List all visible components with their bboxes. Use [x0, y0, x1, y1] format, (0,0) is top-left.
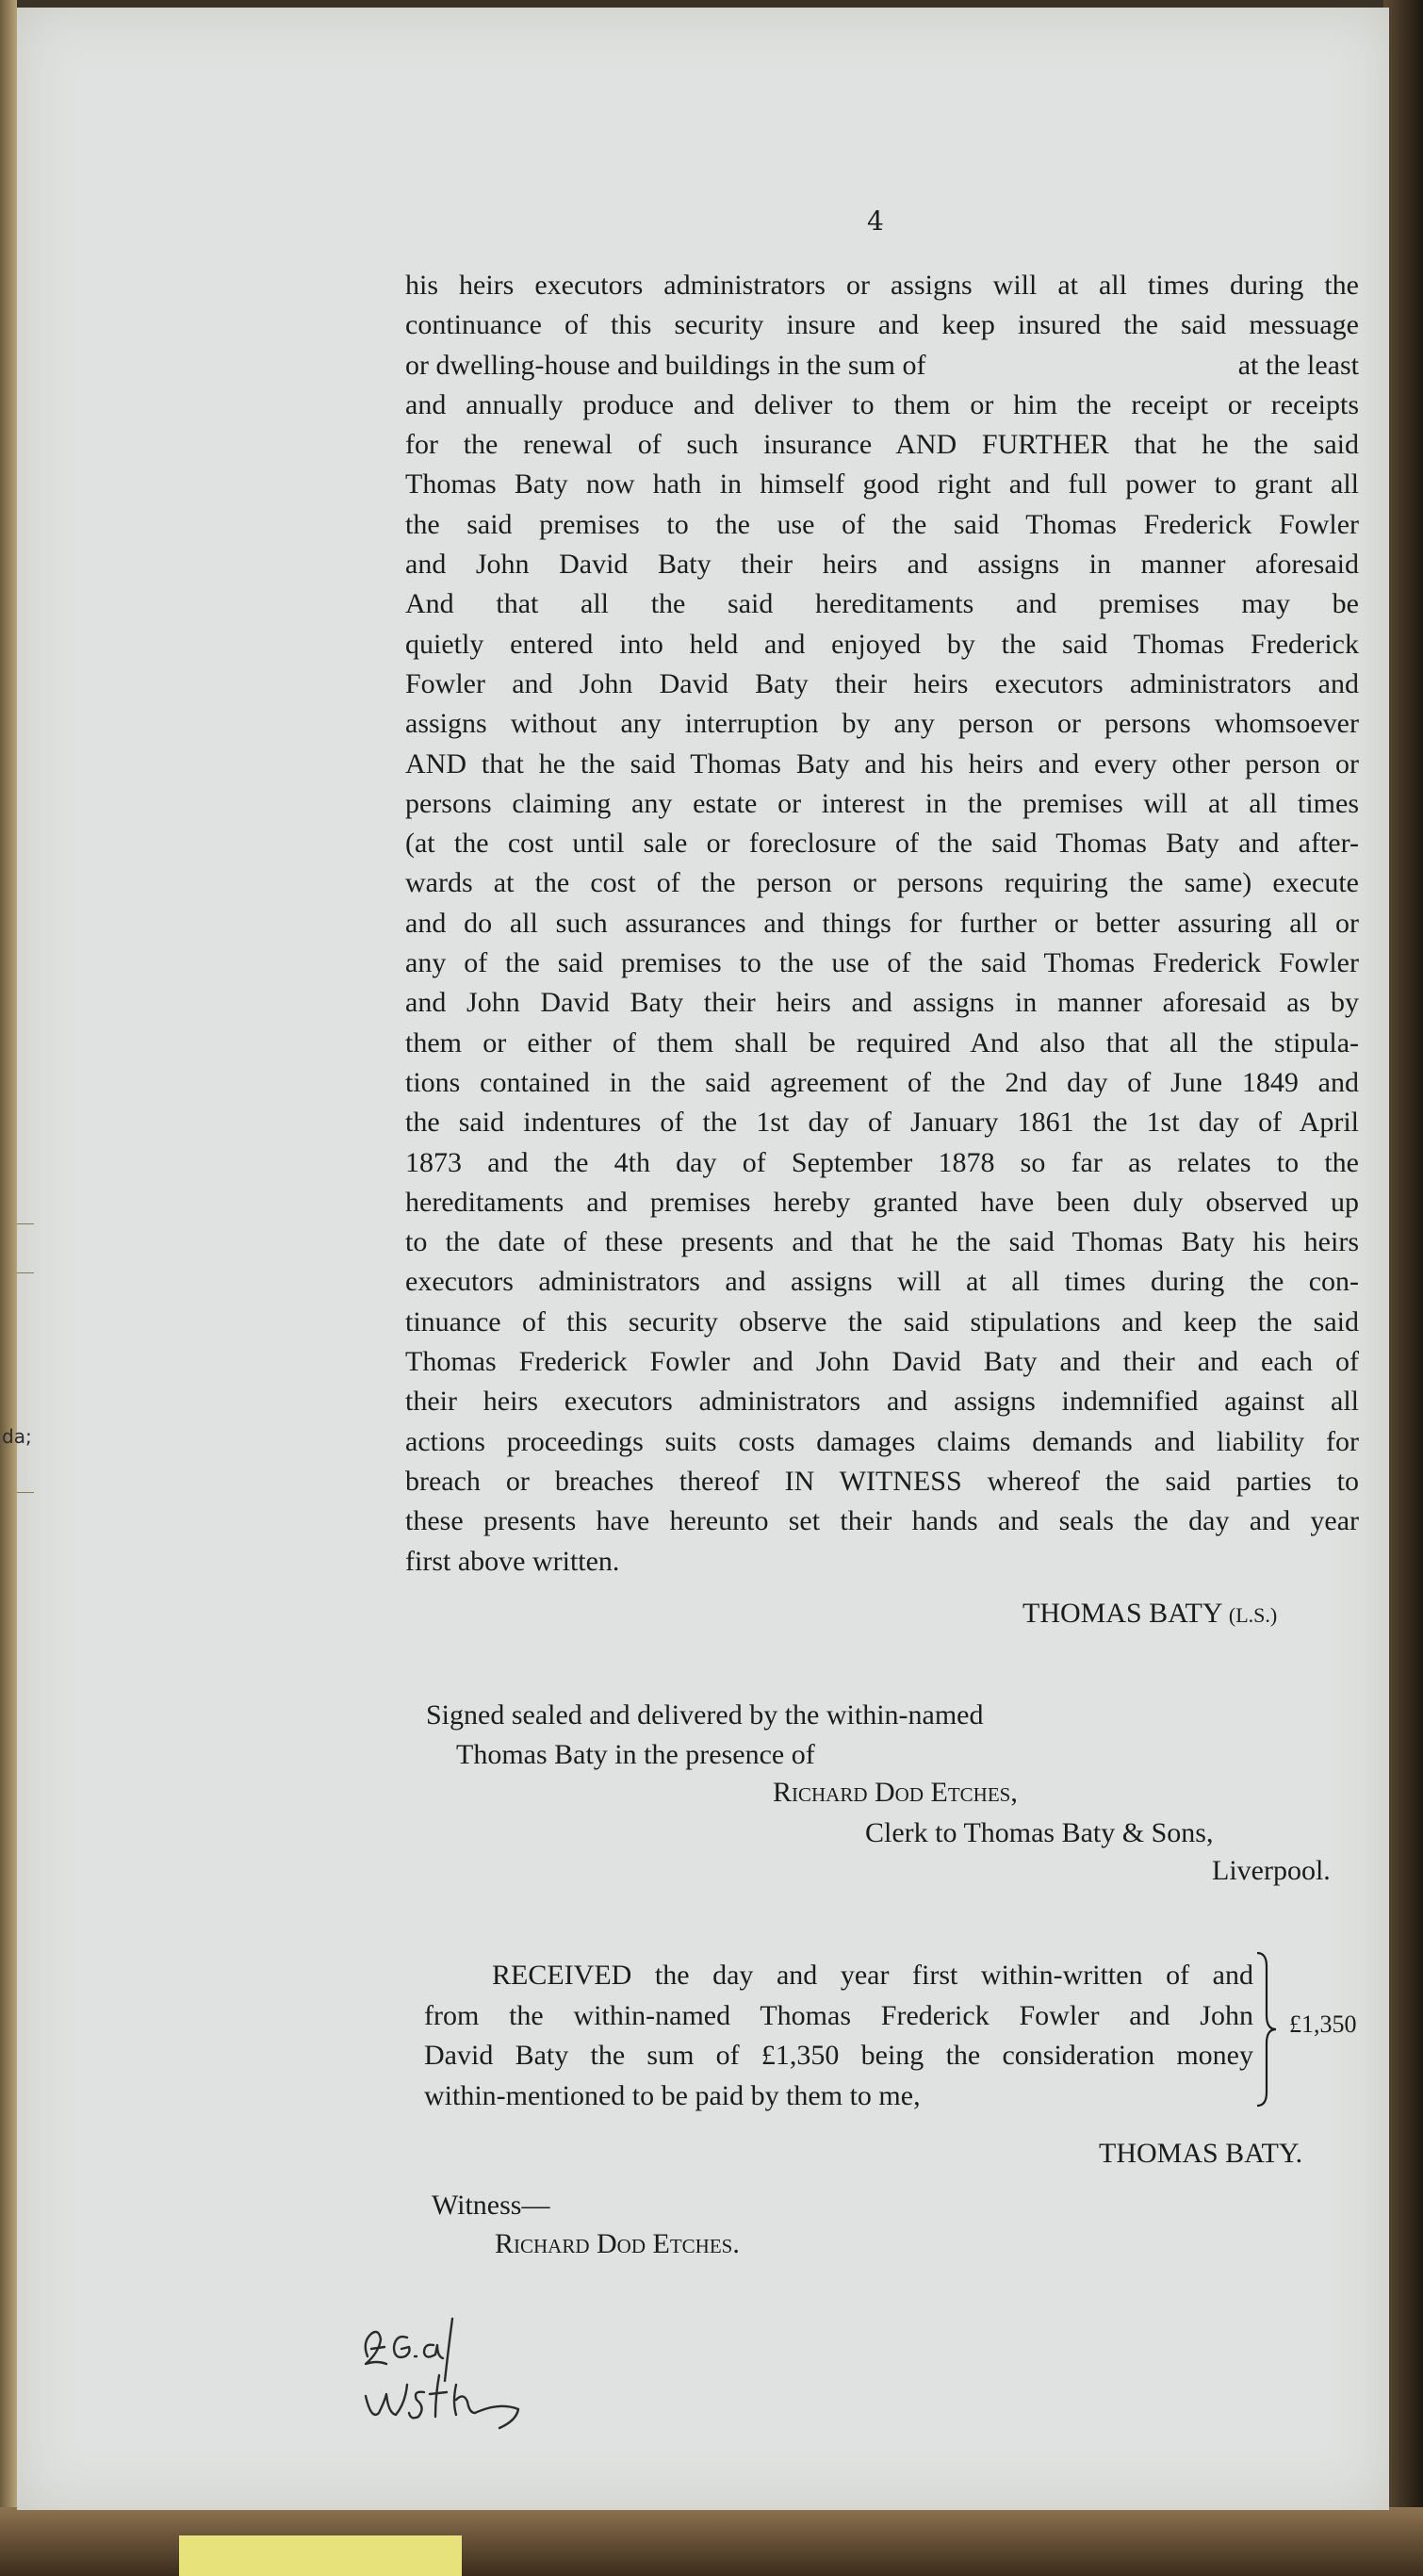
body-line: the said indentures of the 1st day of January 1861 the 1st day of April	[405, 1107, 1359, 1139]
body-line: assigns without any interruption by any person or persons whomsoever	[405, 708, 1359, 740]
signer-name: THOMAS BATY	[1022, 1598, 1222, 1629]
body-line: persons claiming any estate or interest in the premises will at all times	[405, 787, 1359, 819]
body-line: and John David Baty their heirs and assigns in manner aforesaid as by	[405, 987, 1359, 1019]
seal-mark: (L.S.)	[1228, 1603, 1278, 1627]
body-line: wards at the cost of the person or persons requiring the same) execute	[405, 867, 1359, 899]
page-number: 4	[867, 205, 884, 237]
receipt-clause	[424, 1956, 1253, 2116]
receipt-line: within-mentioned to be paid by them to me,	[424, 2079, 921, 2111]
margin-rule	[17, 1223, 34, 1224]
margin-rule	[17, 1492, 34, 1493]
body-line: for the renewal of such insurance AND FURTHER that he the said	[405, 429, 1359, 461]
signature-block	[1022, 1598, 1277, 1630]
body-line: these presents have hereunto set their hands and seals the day and year	[405, 1505, 1359, 1537]
body-line: And that all the said hereditaments and premises may be	[405, 588, 1359, 620]
body-line: Fowler and John David Baty their heirs executors administrators and	[405, 667, 1359, 699]
body-line: first above written.	[405, 1545, 620, 1577]
body-line: his heirs executors administrators or assigns will at all times during the	[405, 270, 1359, 301]
body-line: breach or breaches thereof IN WITNESS whereof the said parties to	[405, 1465, 1359, 1497]
witness-place: Liverpool.	[1212, 1855, 1331, 1886]
attestation-line-1: Signed sealed and delivered by the within-named	[426, 1699, 984, 1731]
receipt-line: RECEIVED the day and year first within-written of and	[492, 1960, 1253, 1991]
receipt-signer: THOMAS BATY.	[1099, 2138, 1303, 2169]
body-line: and John David Baty their heirs and assigns in manner aforesaid	[405, 549, 1359, 581]
body-line: (at the cost until sale or foreclosure of the said Thomas Baty and after-	[405, 828, 1359, 860]
body-line: tions contained in the said agreement of the 2nd day of June 1849 and	[405, 1066, 1359, 1098]
body-line: and do all such assurances and things for further or better assuring all or	[405, 907, 1359, 939]
margin-rule	[17, 1272, 34, 1273]
body-line: and annually produce and deliver to them or him the receipt or receipts	[405, 388, 1359, 420]
handwritten-initials-icon	[358, 2290, 565, 2432]
body-line: hereditaments and premises hereby granted have been duly observed up	[405, 1186, 1359, 1218]
binding-left-edge	[0, 0, 17, 2576]
body-line: them or either of them shall be required And also that all the stipula-	[405, 1026, 1359, 1058]
body-line: Thomas Frederick Fowler and John David Baty and their and each of	[405, 1346, 1359, 1378]
insurance-sum-text: or dwelling-house and buildings in the sum of	[405, 349, 926, 381]
body-line: AND that he the said Thomas Baty and his heirs and every other person or	[405, 747, 1359, 779]
receipt-line: David Baty the sum of £1,350 being the consideration money	[424, 2040, 1253, 2071]
receipt-line: from the within-named Thomas Frederick Fowler and John	[424, 1999, 1253, 2031]
body-line: Thomas Baty now hath in himself good right and full power to grant all	[405, 468, 1359, 500]
insurance-sum-suffix: at the least	[1237, 349, 1359, 381]
body-line: continuance of this security insure and keep insured the said messuage	[405, 309, 1359, 341]
margin-fragment: da;	[2, 1425, 32, 1448]
receipt-amount: £1,350	[1289, 2010, 1357, 2038]
body-line: quietly entered into held and enjoyed by the said Thomas Frederick	[405, 628, 1359, 660]
body-line: any of the said premises to the use of the said Thomas Frederick Fowler	[405, 947, 1359, 979]
body-line: executors administrators and assigns will at all times during the con-	[405, 1266, 1359, 1298]
body-line: tinuance of this security observe the said stipulations and keep the said	[405, 1305, 1359, 1337]
witness-role: Clerk to Thomas Baty & Sons,	[865, 1817, 1214, 1848]
binding-right-edge	[1383, 0, 1423, 2576]
body-line	[405, 346, 1359, 386]
body-line: actions proceedings suits costs damages claims demands and liability for	[405, 1425, 1359, 1457]
body-line: their heirs executors administrators and assigns indemnified against all	[405, 1386, 1359, 1418]
receipt-brace-icon	[1253, 1949, 1282, 2109]
body-line: to the date of these presents and that he the said Thomas Baty his heirs	[405, 1226, 1359, 1258]
attestation-line-2: Thomas Baty in the presence of	[456, 1739, 815, 1770]
yellow-sticky-note	[179, 2535, 462, 2576]
body-line: 1873 and the 4th day of September 1878 so far as relates to the	[405, 1146, 1359, 1178]
witness-footer-name: Richard Dod Etches.	[495, 2228, 740, 2259]
deed-body-text	[405, 266, 1359, 1582]
witness-footer-label: Witness—	[432, 2190, 550, 2221]
body-line: the said premises to the use of the said Thomas Frederick Fowler	[405, 508, 1359, 540]
witness-name: Richard Dod Etches,	[773, 1777, 1018, 1808]
